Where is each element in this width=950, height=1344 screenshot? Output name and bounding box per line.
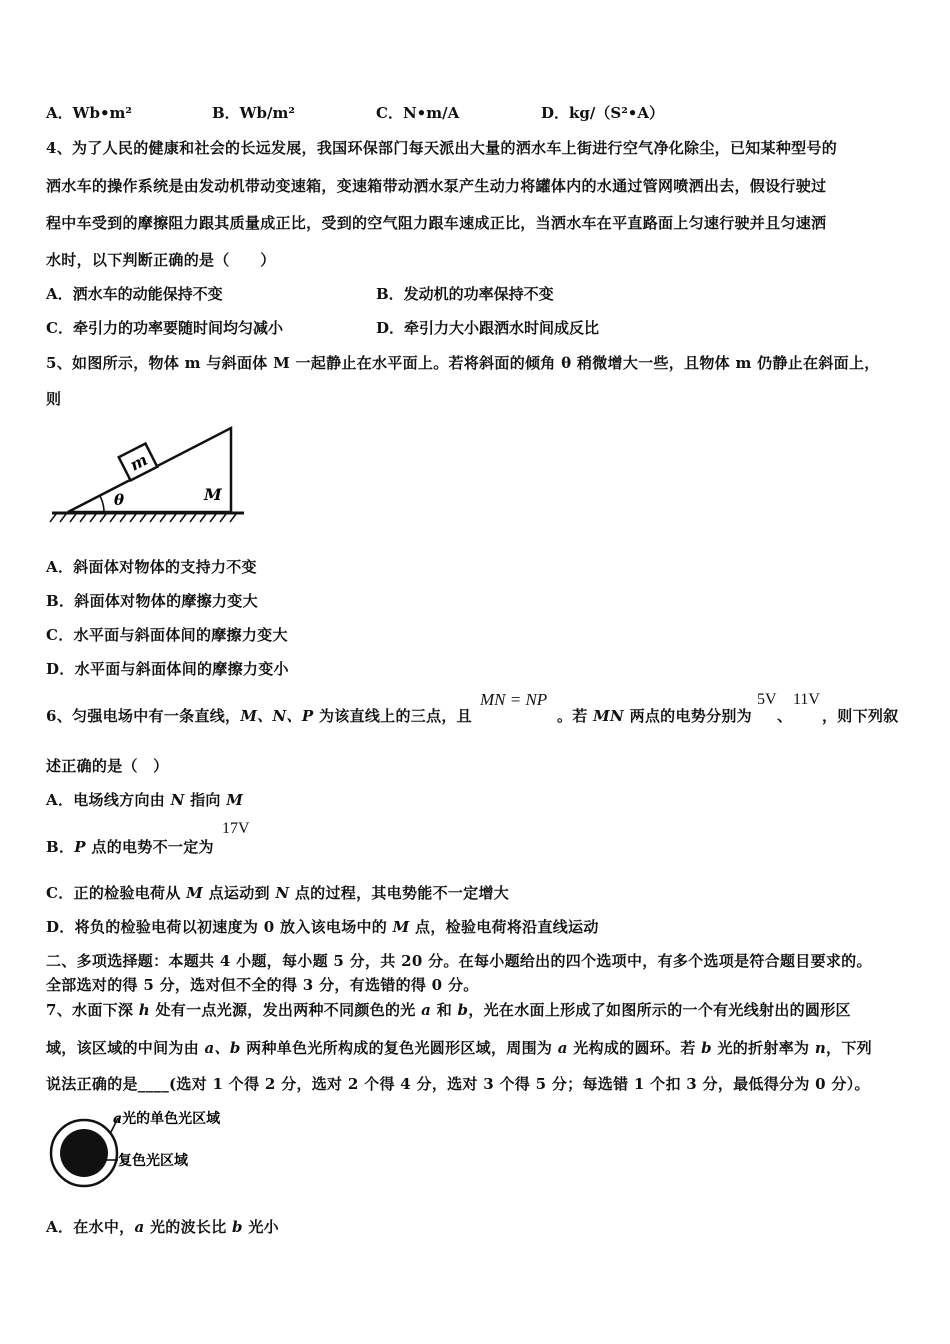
- label-a-region: a光的单色光区域: [113, 1111, 221, 1127]
- q5-option-d: D．水平面与斜面体间的摩擦力变小: [46, 660, 289, 678]
- q3-option-b: B．Wb/m²: [212, 104, 295, 122]
- q5-option-a: A．斜面体对物体的支持力不变: [46, 558, 257, 576]
- q3-option-c: C．N•m/A: [376, 104, 460, 122]
- q5-option-c: C．水平面与斜面体间的摩擦力变大: [46, 626, 288, 644]
- q4-option-b: B．发动机的功率保持不变: [376, 285, 554, 303]
- incline-figure: [46, 420, 251, 530]
- q4-stem-line1: 4、为了人民的健康和社会的长远发展，我国环保部门每天派出大量的洒水车上街进行空气净化除尘，已知某种型号的: [46, 139, 838, 157]
- q3-option-d: D．kg/（S²•A）: [541, 104, 664, 122]
- q3-option-a: A．Wb•m²: [46, 104, 133, 122]
- q7-stem-line3: 说法正确的是____(选对 1 个得 2 分，选对 2 个得 4 分，选对 3 个得 5 分；每选错 1 个扣 3 分，最低得分为 0 分）。: [46, 1075, 870, 1093]
- q4-stem-line4: 水时，以下判断正确的是（ ）: [46, 251, 276, 269]
- q6-stem-line1-cont: 。若 MN 两点的电势分别为: [557, 707, 752, 725]
- label-M: M: [204, 485, 222, 504]
- q6-potential-2: 11V: [793, 691, 820, 708]
- q6-option-c: C．正的检验电荷从 M 点运动到 N 点的过程，其电势能不一定增大: [46, 884, 510, 902]
- q5-option-b: B．斜面体对物体的摩擦力变大: [46, 592, 258, 610]
- section2-instructions-line2: 全部选对的得 5 分，选对但不全的得 3 分，有选错的得 0 分。: [46, 976, 479, 994]
- label-mixed-region: 复色光区域: [118, 1153, 188, 1169]
- q4-stem-line3: 程中车受到的摩擦阻力跟其质量成正比，受到的空气阻力跟车速成正比，当洒水车在平直路面上匀速行驶并且匀速洒: [46, 214, 827, 232]
- q4-option-c: C．牵引力的功率要随时间均匀减小: [46, 319, 283, 337]
- q6-stem-line1-end: ，则下列叙: [822, 707, 899, 725]
- q6-option-b-value: 17V: [222, 820, 250, 837]
- q6-stem-line2: 述正确的是（ ）: [46, 757, 169, 775]
- q4-stem-line2: 洒水车的操作系统是由发动机带动变速箱，变速箱带动洒水泵产生动力将罐体内的水通过管网喷洒出去，假设行驶过: [46, 177, 827, 195]
- label-m: m: [126, 449, 151, 475]
- q5-stem-line1: 5、如图所示，物体 m 与斜面体 M 一起静止在水平面上。若将斜面的倾角 θ 稍微增大一些，且物体 m 仍静止在斜面上，: [46, 354, 880, 372]
- inner-disc: [60, 1129, 108, 1177]
- q6-potential-1: 5V: [757, 691, 777, 708]
- q6-equation: MN = NP: [480, 690, 548, 709]
- q6-option-d: D．将负的检验电荷以初速度为 0 放入该电场中的 M 点，检验电荷将沿直线运动: [46, 918, 599, 936]
- q6-option-b: B．P 点的电势不一定为: [46, 838, 214, 856]
- q6-option-a: A．电场线方向由 N 指向 M: [46, 791, 244, 809]
- q7-option-a: A．在水中，a 光的波长比 b 光小: [46, 1218, 279, 1236]
- q7-stem-line1: 7、水面下深 h 处有一点光源，发出两种不同颜色的光 a 和 b，光在水面上形成了如图所示的一个有光线射出的圆形区: [46, 1001, 851, 1019]
- light-circle-figure: [46, 1102, 256, 1192]
- q4-option-d: D．牵引力大小跟洒水时间成反比: [376, 319, 600, 337]
- q4-option-a: A．洒水车的动能保持不变: [46, 285, 223, 303]
- q7-stem-line2: 域，该区域的中间为由 a、b 两种单色光所构成的复色光圆形区域，周围为 a 光构成的圆环。若 b 光的折射率为 n，下列: [46, 1039, 872, 1057]
- q6-separator: 、: [777, 707, 793, 725]
- section2-instructions-line1: 二、多项选择题：本题共 4 小题，每小题 5 分，共 20 分。在每小题给出的四个选项中，有多个选项是符合题目要求的。: [46, 952, 872, 970]
- q5-stem-line2: 则: [46, 390, 62, 408]
- label-theta: θ: [114, 491, 125, 509]
- q6-stem-line1: 6、匀强电场中有一条直线，M、N、P 为该直线上的三点，且: [46, 707, 472, 725]
